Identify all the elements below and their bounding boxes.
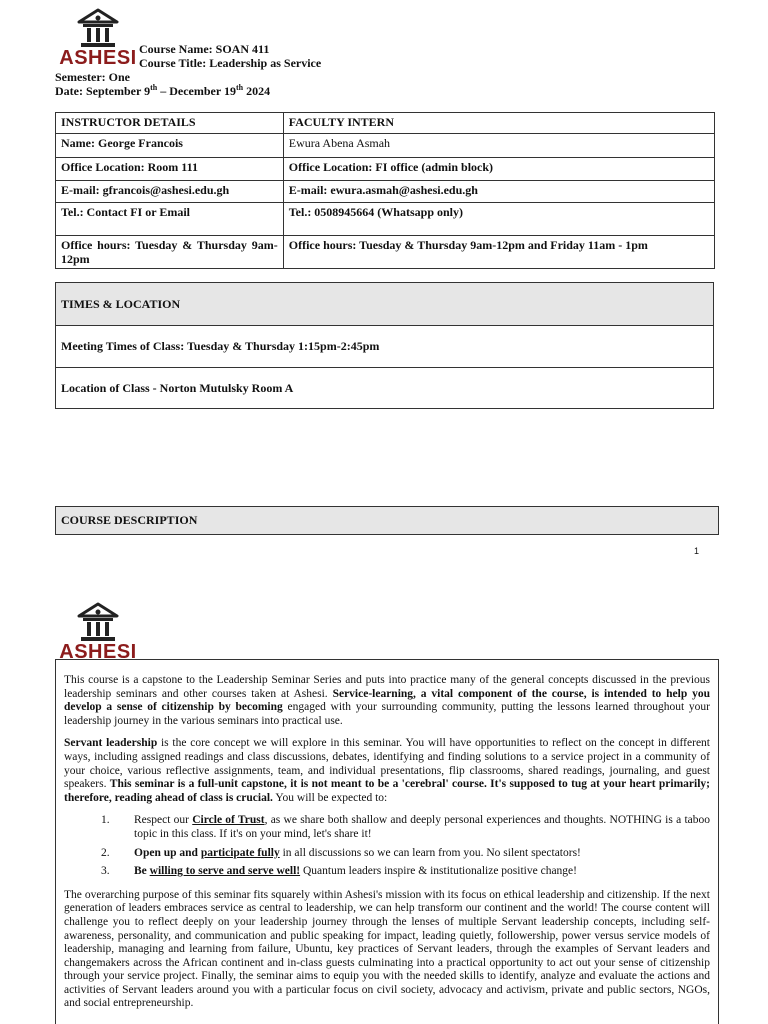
class-location: Location of Class - Norton Mutulsky Room A [56,367,713,408]
instructor-table [55,112,715,269]
description-paragraph-1: This course is a capstone to the Leadership Seminar Series and puts into practice many of the general concepts discussed in the previous leadership seminars and other courses taken at Ashesi. Service-learning, a vital component of the course, is intended to help you develop a sense of citizenship by becoming engaged with your surrounding community, putting the lessons learned throughout your leadership journey in the various seminars into practical use. [64,674,711,727]
course-dates: Date: September 9th – December 19th 2024 [55,83,271,98]
intern-office-hours: Office hours: Tuesday & Thursday 9am-12pm and Friday 11am - 1pm [283,236,714,269]
list-item: 1. Respect our Circle of Trust, as we share both shallow and deeply personal experiences and thoughts. NOTHING is a taboo topic in this class. If it's on your mind, let's share it! [101,814,711,840]
instructor-office-hours: Office hours: Tuesday & Thursday 9am-12pm [56,236,284,269]
instructor-email: E-mail: gfrancois@ashesi.edu.gh [56,181,284,203]
course-description-header: COURSE DESCRIPTION [55,506,719,535]
ashesi-building-icon [76,8,120,50]
intern-office: Office Location: FI office (admin block) [283,158,714,181]
semester: Semester: One [55,70,130,84]
ashesi-wordmark: ASHESI [59,47,137,69]
intern-email: E-mail: ewura.asmah@ashesi.edu.gh [283,181,714,203]
description-paragraph-2: Servant leadership is the core concept we will explore in this seminar. You will have opportunities to reflect on the concept in different ways, including assigned readings and class discussions, debates, identifying and finding solutions to a service project in a community of your choice, various reflective assignments, team, and individual presentations, flip classrooms, shared readings, journaling, and guest speakers. This seminar is a full-unit capstone, it is not meant to be a 'cerebral' course. It's supposed to tug at your heart primarily; therefore, reading ahead of class is crucial. You will be expected to: [64,737,710,804]
faculty-intern-header: FACULTY INTERN [283,113,714,134]
course-title: Course Title: Leadership as Service [139,56,322,70]
ashesi-building-icon [76,602,120,644]
course-description-body [55,659,719,1024]
meeting-times: Meeting Times of Class: Tuesday & Thursday 1:15pm-2:45pm [56,325,713,367]
instructor-details-header: INSTRUCTOR DETAILS [56,113,284,134]
description-paragraph-3: The overarching purpose of this seminar fits squarely within Ashesi's mission with its focus on ethical leadership and citizenship. If the next generation of leaders embraces service as central to leadership, we can help transform our continent and the world! The course content will challenge you to reflect deeply on your leadership journey through the lenses of multiple Servant leadership concepts, including self-awareness, personality, and communication and public speaking for impact, leading quietly, followership, power versus service models of leadership, managing and learning from failure, Ubuntu, key practices of Servant leaders, through the examples of Servant leaders and changemakers across the African continent and in-class guests culminating into a practical opportunity to act out your sense of citizenship through your service project. Finally, the seminar aims to equip you with the needed skills to identify, analyze and evaluate the actions and activities of Servant leaders around you with a particular focus on civil society, advocacy and activism, private and public sectors, NGOs, and social entrepreneurship. [64,888,710,1010]
ashesi-logo [58,8,138,68]
course-name: Course Name: SOAN 411 [139,42,270,56]
list-item: 3. Be willing to serve and serve well! Quantum leaders inspire & institutionalize positive change! [101,865,577,878]
instructor-name: Name: George Francois [56,134,284,158]
times-location-header: TIMES & LOCATION [56,283,713,325]
intern-tel: Tel.: 0508945664 (Whatsapp only) [283,203,714,236]
times-location-box [55,282,714,409]
instructor-tel: Tel.: Contact FI or Email [56,203,284,236]
intern-name: Ewura Abena Asmah [283,134,714,158]
list-item: 2. Open up and participate fully in all discussions so we can learn from you. No silent spectators! [101,846,581,859]
ashesi-logo-page2 [58,602,138,662]
page-number: 1 [694,546,700,556]
ashesi-wordmark-page2: ASHESI [59,641,137,663]
expectations-list [64,814,710,878]
instructor-office: Office Location: Room 111 [56,158,284,181]
